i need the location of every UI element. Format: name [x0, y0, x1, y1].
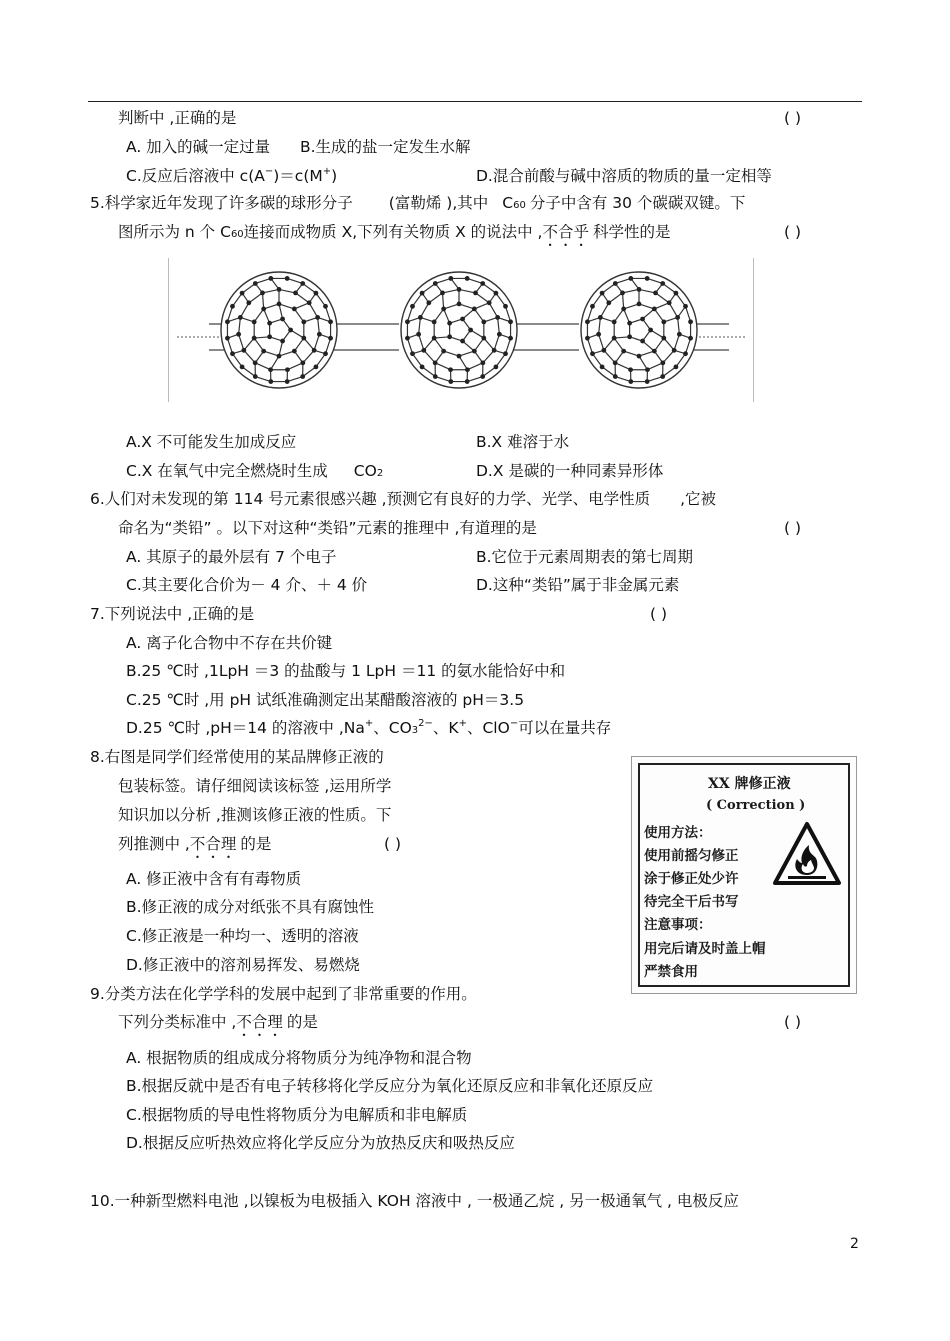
correction-fluid-label: [631, 756, 857, 994]
q7-answer-paren: ( ): [650, 605, 668, 623]
q8-option-a: A. 修正液中含有有毒物质: [126, 870, 302, 888]
flammable-warning-icon: [772, 821, 842, 887]
q8-stem-line4: 列推测中 ,不合理 的是: [118, 835, 272, 853]
q6-option-d: D.这种“类铅”属于非金属元素: [476, 576, 680, 594]
q4-answer-paren: ( ): [784, 109, 802, 127]
label-notice-line2: 严禁食用: [644, 964, 698, 980]
label-notice-line1: 用完后请及时盖上帽: [644, 941, 766, 957]
q9-option-a: A. 根据物质的组成成分将物质分为纯净物和混合物: [126, 1049, 472, 1067]
q6-answer-paren: ( ): [784, 519, 802, 537]
q7-option-a: A. 离子化合物中不存在共价键: [126, 634, 333, 652]
q6-option-c: C.其主要化合价为－ 4 介、＋ 4 价: [126, 576, 368, 594]
q7-stem: 7.下列说法中 ,正确的是: [90, 605, 255, 623]
q8-option-d: D.修正液中的溶剂易挥发、易燃烧: [126, 956, 360, 974]
fullerene-chain-figure: [168, 258, 754, 402]
q8-option-b: B.修正液的成分对纸张不具有腐蚀性: [126, 898, 375, 916]
q6-stem-line1: 6.人们对未发现的第 114 号元素很感兴趣 ,预测它有良好的力学、光学、电学性质 ,它被: [90, 490, 717, 508]
q6-stem-line2: 命名为“类铅” 。以下对这种“类铅”元素的推理中 ,有道理的是: [118, 519, 537, 537]
q5-option-c: C.X 在氧气中完全燃烧时生成 CO2: [126, 462, 384, 480]
q4-option-d: D.混合前酸与碱中溶质的物质的量一定相等: [476, 167, 772, 185]
q7-option-c: C.25 ℃时 ,用 pH 试纸准确测定出某醋酸溶液的 pH＝3.5: [126, 691, 525, 709]
q10-stem-line1: 10.一种新型燃料电池 ,以镍板为电极插入 KOH 溶液中 , 一极通乙烷 , 另一极通氧气 , 电极反应: [90, 1192, 739, 1210]
q9-option-b: B.根据反就中是否有电子转移将化学反应分为氧化还原反应和非氧化还原反应: [126, 1077, 654, 1095]
q9-stem-line1: 9.分类方法在化学学科的发展中起到了非常重要的作用。: [90, 985, 477, 1003]
q5-option-a: A.X 不可能发生加成反应: [126, 433, 297, 451]
q9-option-c: C.根据物质的导电性将物质分为电解质和非电解质: [126, 1106, 468, 1124]
q4-option-a: A. 加入的碱一定过量: [126, 138, 271, 156]
fullerene-chain-svg: [169, 258, 753, 402]
label-notice-heading: 注意事项：: [644, 917, 712, 933]
q6-option-a: A. 其原子的最外层有 7 个电子: [126, 548, 337, 566]
q8-stem-line3: 知识加以分析 ,推测该修正液的性质。下: [118, 806, 392, 824]
q5-stem-line2: 图所示为 n 个 C60连接而成物质 X,下列有关物质 X 的说法中 ,不合乎 科学性的是: [118, 223, 671, 241]
label-subtitle: ( Correction ): [706, 798, 806, 813]
q5-answer-paren: ( ): [784, 223, 802, 241]
q4-option-b: B.生成的盐一定发生水解: [300, 138, 471, 156]
q7-option-b: B.25 ℃时 ,1LpH ＝3 的盐酸与 1 LpH ＝11 的氨水能恰好中和: [126, 662, 566, 680]
label-title: XX 牌修正液: [708, 776, 791, 792]
q4-option-c: C.反应后溶液中 c(A−)＝c(M+): [126, 166, 338, 185]
fullerene-ball-1: [221, 272, 337, 388]
q8-answer-paren: ( ): [384, 835, 402, 853]
q5-option-d: D.X 是碳的一种同素异形体: [476, 462, 664, 480]
label-usage-line2: 涂于修正处少许: [644, 871, 739, 887]
q7-option-d: D.25 ℃时 ,pH＝14 的溶液中 ,Na+、$CO3^{2-}$、K+、ClO−可以在量共存: [126, 718, 612, 737]
label-frame: [638, 763, 850, 987]
q8-option-c: C.修正液是一种均一、透明的溶液: [126, 927, 359, 945]
page-number: 2: [850, 1236, 859, 1252]
q9-option-d: D.根据反应听热效应将化学反应分为放热反庆和吸热反应: [126, 1134, 515, 1152]
q9-stem-line2: 下列分类标准中 ,不合理 的是: [118, 1013, 318, 1031]
q5-option-b: B.X 难溶于水: [476, 433, 570, 451]
q9-answer-paren: ( ): [784, 1013, 802, 1031]
q5-stem-line1: 5.科学家近年发现了许多碳的球形分子 (富勒烯 ),其中 C60 分子中含有 30 个碳碳双键。下: [90, 194, 746, 212]
fullerene-ball-2: [401, 272, 517, 388]
fullerene-ball-3: [581, 272, 697, 388]
label-usage-line3: 待完全干后书写: [644, 894, 739, 910]
label-usage-line1: 使用前摇匀修正: [644, 848, 739, 864]
q8-stem-line2: 包装标签。请仔细阅读该标签 ,运用所学: [118, 777, 392, 795]
q6-option-b: B.它位于元素周期表的第七周期: [476, 548, 694, 566]
q4-stem: 判断中 ,正确的是: [118, 109, 237, 127]
q8-stem-line1: 8.右图是同学们经常使用的某品牌修正液的: [90, 748, 384, 766]
header-rule: [88, 101, 862, 102]
label-usage-heading: 使用方法：: [644, 825, 712, 841]
